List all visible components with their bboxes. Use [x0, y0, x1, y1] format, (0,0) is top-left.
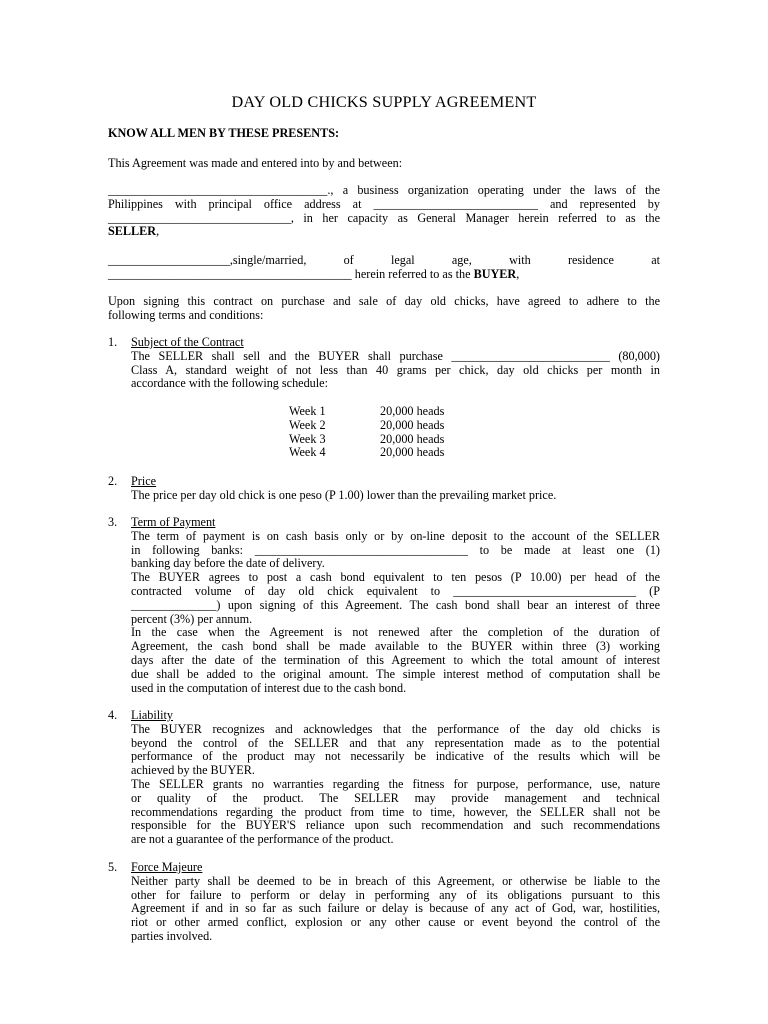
seller-line-4: SELLER, [108, 224, 160, 239]
heading: KNOW ALL MEN BY THESE PRESENTS: [108, 126, 340, 140]
section-3-number: 3. [108, 515, 118, 529]
section-4-title: Liability [131, 708, 173, 722]
buyer-line-2: ________________________________________ herein referred to as the BUYER, [108, 266, 520, 281]
seller-label: SELLER [108, 224, 157, 239]
buyer-line-1: ____________________,single/married, of legal age, with residence at [108, 253, 660, 267]
terms-intro-paragraph: Upon signing this contract on purchase and sale of day old chicks, have agreed to adhere to the following terms and conditions: [108, 294, 660, 322]
intro-text: This Agreement was made and entered into by and between: [108, 156, 403, 170]
section-5-number: 5. [108, 860, 118, 874]
delivery-schedule [289, 405, 444, 460]
seller-line-3: ______________________________, in her capacity as General Manager herein referred to as the [108, 210, 660, 225]
section-2-title: Price [131, 474, 157, 488]
section-4: Liability The BUYER recognizes and acknowledges that the performance of the day old chicks is beyond the control of the SELLER and that any representation made as to the potential performance of the product may not necessarily be indicative of the results which will be achieved by the BUYER. The SELLER grants no warranties regarding the fitness for purpose, performance, use, nature or quality of the product. The SELLER may provide management and technical recommendations regarding the product from time to time, however, the SELLER shall not be responsible for the BUYER'S reliance upon such recommendation and such recommendations are not a guarantee of the performance of the product. [131, 708, 660, 847]
section-2: Price The price per day old chick is one peso (P 1.00) lower than the prevailing market price. [131, 475, 660, 503]
table-row: Week 4 20,000 heads [289, 445, 445, 460]
section-3: Term of Payment The term of payment is on cash basis only or by on-line deposit to the account of the SELLER in following banks: ___________________________________ to be made at least one (1) banking day before the date of delivery. The BUYER agrees to post a cash bond equivalent to ten pesos (P 10.00) per head of the contracted volume of day old chick equivalent to ______________________________ (P ______________) upon signing of this Agreement. The cash bond shall bear an interest of three percent (3%) per annum. In the case when the Agreement is not renewed after the completion of the duration of Agreement, the cash bond shall be made available to the BUYER within three (3) working days after the date of the termination of this Agreement to which the total amount of interest due shall be added to the original amount. The simple interest method of computation shall be used in the computation of interest due to the cash bond. [131, 515, 660, 695]
table-row: Week 2 20,000 heads [289, 417, 445, 432]
section-4-number: 4. [108, 708, 118, 722]
section-1-title: Subject of the Contract [131, 335, 244, 349]
section-1-number: 1. [108, 335, 118, 349]
document-title: DAY OLD CHICKS SUPPLY AGREEMENT [231, 93, 537, 111]
buyer-label: BUYER [473, 266, 517, 281]
seller-line-1: ____________________________________., a business organization operating under the laws of the [108, 183, 660, 197]
section-2-number: 2. [108, 474, 118, 488]
section-5-title: Force Majeure [131, 860, 203, 874]
section-1: Subject of the Contract The SELLER shall sell and the BUYER shall purchase __________________________ (80,000) Class A, standard weight of not less than 40 grams per chick, day old chicks per month in accordance with the following schedule: [131, 335, 660, 391]
table-row: Week 3 20,000 heads [289, 431, 445, 446]
buyer-paragraph [108, 254, 660, 282]
table-row: Week 1 20,000 heads [289, 404, 445, 418]
section-5: Force Majeure Neither party shall be deemed to be in breach of this Agreement, or otherwise be liable to the other for failure to perform or delay in performing any of its obligations pursuant to this Agreement if and in so far as such failure or delay is because of any act of God, war, hostilities, riot or other armed conflict, explosion or any other cause or event beyond the control of the parties involved. [131, 860, 660, 943]
seller-paragraph [108, 184, 660, 239]
seller-line-2: Philippines with principal office address at ___________________________ and represented by [108, 196, 660, 211]
section-3-title: Term of Payment [131, 515, 216, 529]
